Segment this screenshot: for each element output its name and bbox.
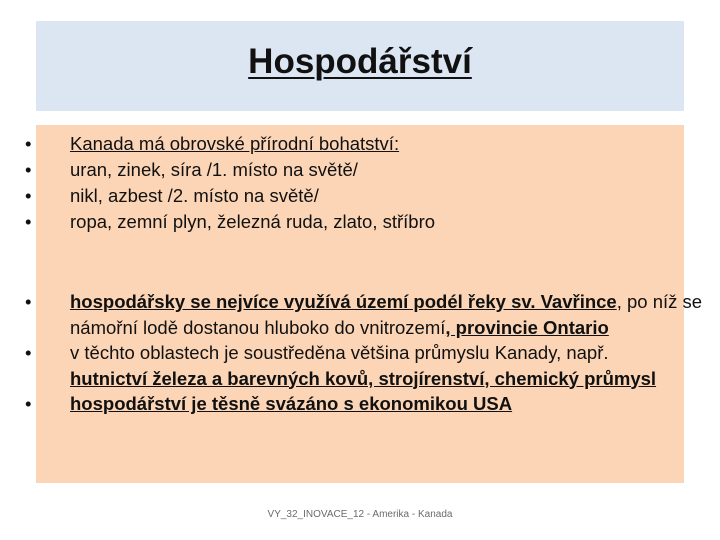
resources-list xyxy=(0,131,720,235)
list-item-text: Kanada má obrovské přírodní bohatství: xyxy=(70,133,400,154)
list-item xyxy=(0,391,720,417)
bullet-icon: • xyxy=(25,291,32,312)
list-item-text: nikl, azbest /2. místo na světě/ xyxy=(70,185,319,206)
list-item-text: , provincie Ontario xyxy=(445,316,609,338)
list-item-text: , po níž se námořní lodě dostanou hluboko do vnitrozemí xyxy=(70,291,703,338)
list-item-text: ropa, zemní plyn, železná ruda, zlato, stříbro xyxy=(70,211,436,232)
list-item xyxy=(0,157,720,183)
list-item-text: hutnictví železa a barevných kovů, strojírenství, chemický průmysl xyxy=(70,367,657,389)
list-item-text: hospodářsky se nejvíce využívá území podél řeky sv. Vavřince xyxy=(70,291,617,312)
list-item xyxy=(0,131,720,157)
list-item-text: uran, zinek, síra /1. místo na světě/ xyxy=(70,159,358,180)
list-item xyxy=(0,289,720,340)
economy-list xyxy=(0,289,720,417)
bullet-icon: • xyxy=(25,211,32,232)
bullet-icon: • xyxy=(25,133,32,154)
list-item xyxy=(0,183,720,209)
list-item-text: hospodářství je těsně svázáno s ekonomikou USA xyxy=(70,393,513,414)
bullet-icon: • xyxy=(25,393,32,414)
list-item-text: v těchto oblastech je soustředěna většina průmyslu Kanady, např. xyxy=(70,342,609,363)
slide-footer: VY_32_INOVACE_12 - Amerika - Kanada xyxy=(267,509,453,520)
bullet-icon: • xyxy=(25,185,32,206)
list-item xyxy=(0,340,720,391)
slide-title: Hospodářství xyxy=(248,42,472,81)
bullet-icon: • xyxy=(25,159,32,180)
list-item xyxy=(0,209,720,235)
bullet-icon: • xyxy=(25,342,32,363)
